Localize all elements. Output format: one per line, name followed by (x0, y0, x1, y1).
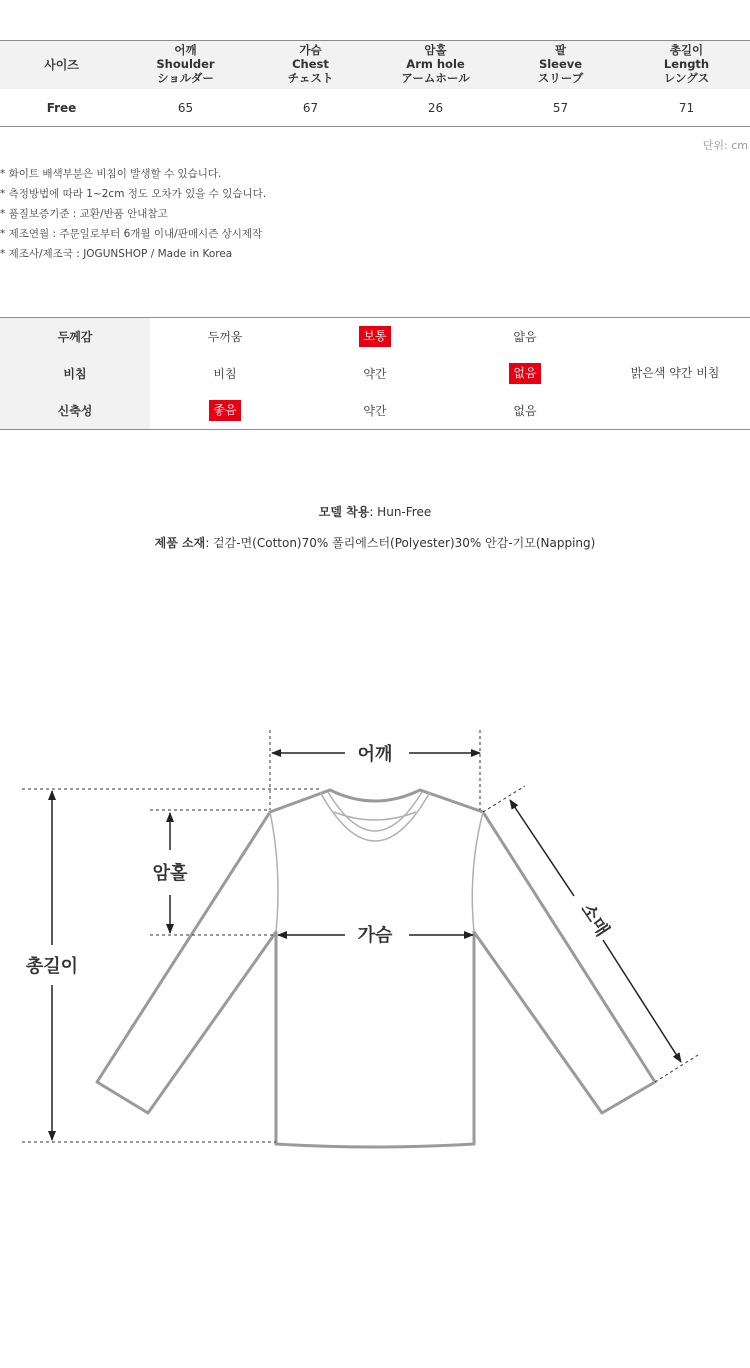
option-text: 두꺼움 (207, 330, 243, 344)
unit-label: 단위: cm (702, 139, 748, 152)
material-value: : 겉감-면(Cotton)70% 폴리에스터(Polyester)30% 안감-기모(Napping) (205, 536, 596, 550)
fabric-label-seethrough: 비침 (0, 355, 150, 392)
fabric-table (0, 317, 750, 430)
option-text: 얇음 (513, 330, 537, 344)
option-text: 비침 (213, 367, 237, 381)
fabric-row-thickness (0, 318, 750, 356)
size-table-header (0, 41, 750, 90)
option-slight (300, 355, 450, 392)
option-seethrough (150, 355, 300, 392)
header-chest: 가슴 Chest チェスト (248, 41, 373, 90)
sleeve-value: 57 (498, 89, 623, 127)
chest-label: 가슴 (357, 925, 393, 946)
extra-note-text: 밝은색 약간 비침 (630, 366, 720, 381)
header-sleeve: 팔 Sleeve スリーブ (498, 41, 623, 90)
material-label: 제품 소재 (154, 536, 206, 550)
selected-option-highlight: 없음 (509, 363, 540, 384)
size-cell: Free (0, 89, 123, 127)
option-thick (150, 318, 300, 356)
notes-list (0, 164, 266, 264)
armhole-value: 26 (373, 89, 498, 127)
note-item: * 품질보증기준 : 교환/반품 안내참고 (0, 208, 168, 220)
header-size: 사이즈 (0, 41, 123, 90)
length-label: 총길이 (25, 956, 79, 977)
fabric-label-thickness: 두께감 (0, 318, 150, 356)
note-item: * 제조사/제조국 : JOGUNSHOP / Made in Korea (0, 248, 233, 260)
model-info (0, 503, 750, 520)
option-none (450, 392, 600, 430)
selected-option-highlight: 보통 (359, 326, 390, 347)
option-text: 약간 (363, 367, 387, 381)
sweater-outline (97, 790, 655, 1147)
sleeve-label: 소매 (576, 899, 613, 941)
header-length: 총길이 Length レングス (623, 41, 750, 90)
chest-value: 67 (248, 89, 373, 127)
note-item: * 화이트 배색부분은 비침이 발생할 수 있습니다. (0, 168, 222, 180)
model-label: 모델 착용 (318, 505, 370, 519)
shoulder-value: 65 (123, 89, 248, 127)
option-text: 없음 (513, 404, 537, 418)
armhole-label: 암홀 (152, 863, 188, 884)
option-good (150, 392, 300, 430)
option-text: 약간 (363, 404, 387, 418)
length-value: 71 (623, 89, 750, 127)
header-shoulder: 어깨 Shoulder ショルダー (123, 41, 248, 90)
fabric-extra-note (600, 318, 750, 430)
size-row-free (0, 89, 750, 127)
selected-option-highlight: 좋음 (209, 400, 240, 421)
note-item: * 측정방법에 따라 1~2cm 정도 오차가 있을 수 있습니다. (0, 188, 267, 200)
model-value: : Hun-Free (369, 505, 432, 519)
measurement-diagram (0, 720, 750, 1180)
material-info (0, 534, 750, 551)
note-item: * 제조연월 : 주문일로부터 6개월 이내/판매시즌 상시제작 (0, 228, 263, 240)
fabric-label-elasticity: 신축성 (0, 392, 150, 430)
shoulder-label: 어깨 (357, 744, 393, 765)
option-thin (450, 318, 600, 356)
header-armhole: 암홀 Arm hole アームホール (373, 41, 498, 90)
option-none (450, 355, 600, 392)
size-table (0, 40, 750, 127)
option-slight (300, 392, 450, 430)
option-normal (300, 318, 450, 356)
